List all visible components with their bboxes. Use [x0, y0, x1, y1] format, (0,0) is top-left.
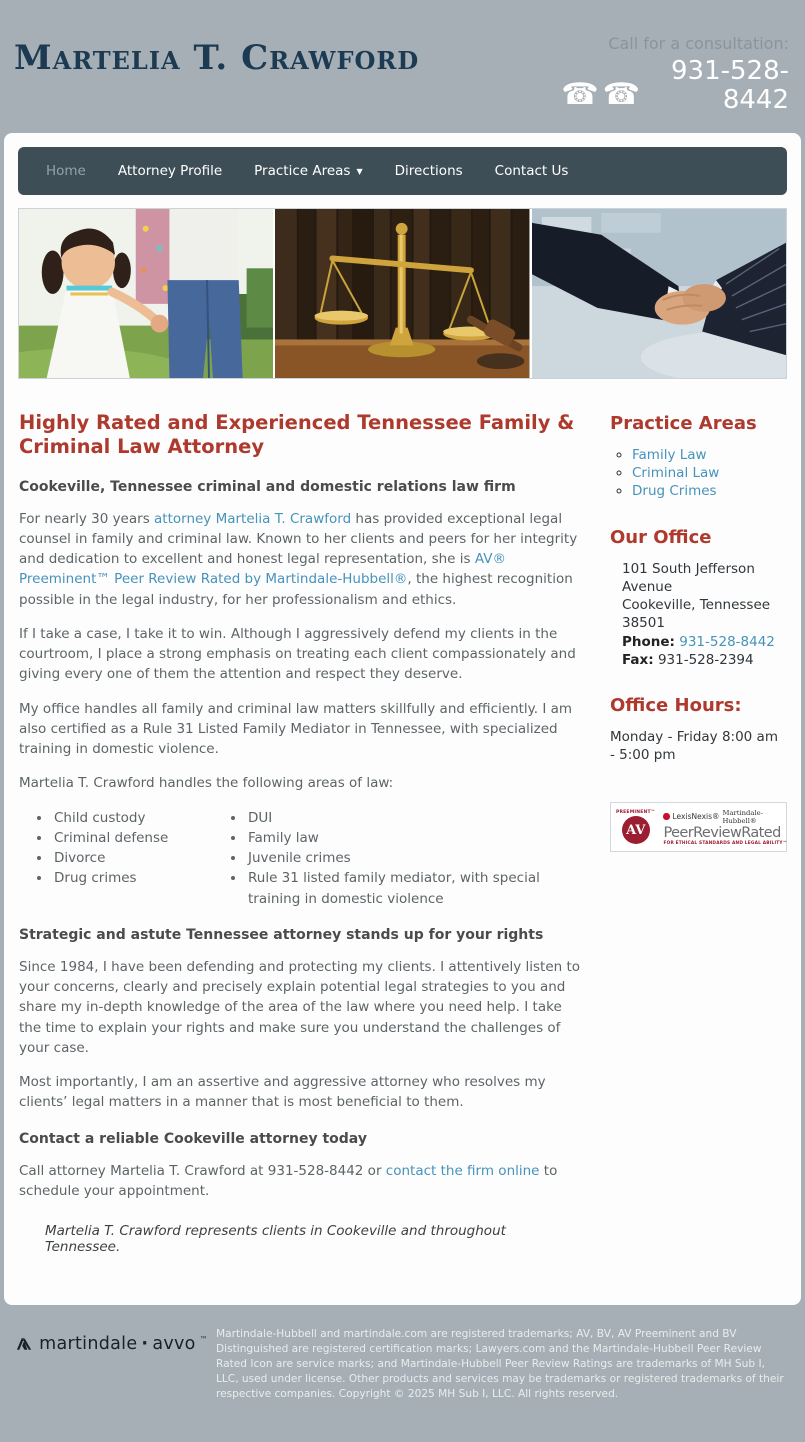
logo-martindale: martindale: [39, 1334, 138, 1355]
site-header: [0, 0, 805, 133]
areas-of-law-lists: [36, 808, 584, 909]
nav-item-attorney-profile[interactable]: [102, 155, 238, 187]
logo-separator-dot: ·: [141, 1334, 149, 1355]
subheading-firm: Cookeville, Tennessee criminal and domestic relations law firm: [19, 478, 516, 495]
phone-icon: ☎: [561, 77, 599, 113]
site-footer: [0, 1305, 805, 1442]
phone-label: Phone:: [622, 633, 675, 650]
list-item: [632, 464, 787, 482]
hero-image-scales-of-justice: [275, 209, 529, 378]
office-hours-text: Monday - Friday 8:00 am - 5:00 pm: [610, 728, 778, 764]
nav-item-directions-label: Directions: [394, 163, 463, 179]
main-column: [18, 403, 584, 1255]
list-item: • Drug crimes: [52, 868, 212, 888]
list-item: • Rule 31 listed family mediator, with special training in domestic violence: [246, 868, 576, 909]
areas-list-column-1: [52, 808, 212, 909]
address-line-1: 101 South Jefferson Avenue: [622, 560, 755, 595]
our-office-heading: Our Office: [610, 526, 712, 548]
attorney-profile-link[interactable]: attorney Martelia T. Crawford: [154, 510, 352, 527]
office-hours-heading: Office Hours:: [610, 694, 742, 716]
paragraph-areas-intro: Martelia T. Crawford handles the following areas of law:: [19, 775, 394, 792]
badge-av-block: [616, 810, 655, 844]
badge-brands-row: [663, 809, 787, 825]
criminal-law-link[interactable]: Criminal Law: [632, 465, 720, 482]
sidebar: [610, 403, 787, 1255]
office-phone-link[interactable]: 931-528-8442: [679, 633, 775, 650]
badge-caption: FOR ETHICAL STANDARDS AND LEGAL ABILITY™: [663, 841, 788, 847]
subheading-strategic: Strategic and astute Tennessee attorney stands up for your rights: [19, 926, 544, 943]
main-nav: [18, 147, 787, 195]
contact-text-post: to schedule your appointment.: [19, 1162, 558, 1199]
av-preeminent-link[interactable]: AV® Preeminent™ Peer Review Rated by Martindale-Hubbell®: [19, 551, 506, 588]
practice-areas-list: [632, 446, 787, 501]
contact-paragraph: [19, 1161, 583, 1202]
call-for-consultation-label: Call for a consultation:: [608, 34, 789, 53]
representation-tagline: Martelia T. Crawford represents clients in Cookeville and throughout Tennessee.: [45, 1223, 506, 1256]
phone-icons: [561, 77, 640, 114]
fax-row: [622, 651, 787, 669]
martindale-avvo-logo[interactable]: [16, 1333, 208, 1355]
nav-item-contact-us[interactable]: [479, 155, 585, 187]
nav-item-contact-us-label: Contact Us: [494, 163, 569, 179]
martindale-avvo-icon: [16, 1333, 32, 1355]
intro-text-post: , the highest recognition possible in the legal industry, for her professionalism and ethics.: [19, 571, 573, 608]
intro-text-pre: For nearly 30 years: [19, 510, 155, 527]
footer-disclaimer: Martindale-Hubbell and martindale.com are registered trademarks; AV, BV, AV Preeminent and BV Distinguished are registered certification marks; Lawyers.com and the Martindale-Hubbell Peer Review Rated Icon are service marks; and Martindale-Hubbell Peer Review Ratings are trademarks of MH Sub I, LLC, used under license. Other products and services may be trademarks or registered trademarks of their respective companies. Copyright © 2025 MH Sub I, LLC. All rights reserved.: [216, 1328, 784, 1401]
hero-image-child-holding-parents-hand: [19, 209, 273, 378]
drug-crimes-link[interactable]: Drug Crimes: [632, 483, 717, 500]
martindale-hubbell-label: Martindale-Hubbell®: [722, 808, 763, 825]
martindale-avvo-wordmark: [39, 1334, 208, 1354]
family-law-link[interactable]: Family Law: [632, 447, 707, 463]
fax-number: 931-528-2394: [657, 651, 754, 668]
av-rating-icon: AV: [622, 816, 650, 844]
address-line-2: Cookeville, Tennessee 38501: [622, 597, 771, 632]
scales-of-justice-illustration: [275, 209, 529, 378]
paragraph-assertive: Most importantly, I am an assertive and aggressive attorney who resolves my clients’ legal matters in a manner that is most beneficial to them.: [19, 1074, 546, 1111]
content-columns: [18, 403, 787, 1255]
content-card: [4, 133, 801, 1305]
nav-item-practice-areas-label: Practice Areas: [254, 163, 351, 179]
list-item: • DUI: [246, 808, 576, 828]
areas-list-column-2: [246, 808, 576, 909]
lexisnexis-icon: [663, 813, 669, 820]
list-item: • Child custody: [52, 808, 212, 828]
hero-image-business-handshake: [532, 209, 786, 378]
header-phone-number: 931-528-8442: [670, 56, 789, 115]
chevron-down-icon: ▼: [356, 166, 363, 176]
contact-firm-online-link[interactable]: contact the firm online: [385, 1162, 540, 1179]
nav-item-attorney-profile-label: Attorney Profile: [117, 163, 223, 179]
business-handshake-illustration: [532, 209, 786, 378]
intro-text-mid: has provided exceptional legal counsel in family and criminal law. Known to her clients and peers for her integrity and dedication to excellent and honest legal representation, she is: [19, 510, 578, 568]
child-holding-parents-hand-illustration: [19, 209, 273, 378]
logo-trademark: ™: [199, 1335, 208, 1345]
lexisnexis-label: LexisNexis®: [672, 812, 720, 822]
fax-label: Fax:: [622, 651, 654, 668]
site-title: Martelia T. Crawford: [14, 38, 420, 78]
list-item: • Criminal defense: [52, 828, 212, 848]
logo-avvo: avvo: [152, 1334, 196, 1355]
nav-item-directions[interactable]: [379, 155, 479, 187]
list-item: • Divorce: [52, 848, 212, 868]
page-title: Highly Rated and Experienced Tennessee Family & Criminal Law Attorney: [19, 411, 575, 458]
peer-review-rated-badge[interactable]: [610, 802, 787, 852]
list-item: • Juvenile crimes: [246, 848, 576, 868]
practice-areas-heading: Practice Areas: [610, 413, 757, 434]
nav-item-practice-areas[interactable]: [238, 155, 378, 187]
paragraph-since-1984: Since 1984, I have been defending and protecting my clients. I attentively listen to your concerns, clearly and precisely explain potential legal strategies to you and share my in-depth knowledge of the area of the law where you need help. I take the time to explain your rights and make sure you understand the challenges of your case.: [19, 958, 581, 1056]
hero-images: [18, 208, 787, 379]
preeminent-label: PREEMINENT™: [616, 810, 656, 816]
nav-item-home[interactable]: [30, 155, 102, 187]
list-item: [632, 446, 787, 464]
nav-item-home-label: Home: [46, 163, 86, 179]
contact-text-pre: Call attorney Martelia T. Crawford at 931-528-8442 or: [19, 1162, 386, 1179]
paragraph-win-case: If I take a case, I take it to win. Although I aggressively defend my clients in the courtroom, I place a strong emphasis on treating each client compassionately and giving every one of them the attention and respect they deserve.: [19, 625, 576, 683]
intro-paragraph: [19, 509, 583, 610]
office-address-block: [622, 560, 787, 669]
list-item: • Family law: [246, 828, 576, 848]
peer-review-rated-label: PeerReviewRated: [663, 824, 781, 841]
paragraph-office-handles: My office handles all family and criminal law matters skillfully and efficiently. I am also certified as a Rule 31 Listed Family Mediator in Tennessee, with specialized training in domestic violence.: [19, 700, 573, 758]
subheading-contact: Contact a reliable Cookeville attorney today: [19, 1130, 367, 1147]
phone-icon: ☎: [602, 77, 640, 113]
header-contact-block: [561, 34, 789, 114]
badge-text-block: [663, 809, 787, 847]
list-item: [632, 482, 787, 500]
header-phone-row: [561, 57, 789, 114]
phone-row: [622, 633, 787, 651]
